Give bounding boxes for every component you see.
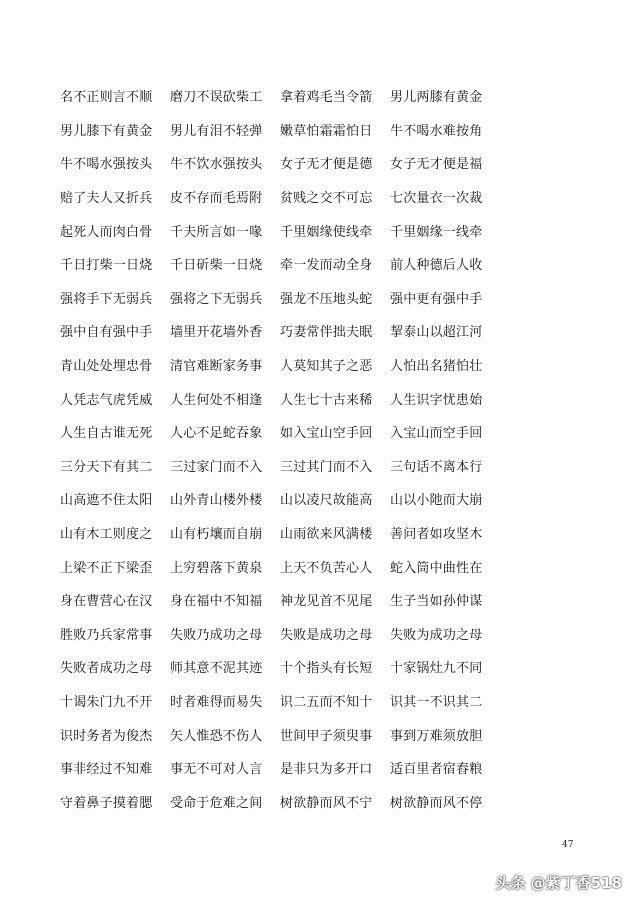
idiom-cell: 山雨欲来风满楼 <box>280 527 373 543</box>
idiom-cell: 矢人惟恐不伤人 <box>170 728 263 744</box>
idiom-cell: 山以小阤而大崩 <box>390 493 483 509</box>
idiom-cell: 贫贱之交不可忘 <box>280 191 373 207</box>
idiom-row <box>60 415 520 449</box>
idiom-cell: 强中更有强中手 <box>390 291 483 307</box>
idiom-cell: 牵一发而动全身 <box>280 258 373 274</box>
idiom-row <box>60 213 520 247</box>
idiom-cell: 身在曹营心在汉 <box>60 594 153 610</box>
idiom-cell: 上梁不正下梁歪 <box>60 560 153 576</box>
idiom-cell: 前人种德后人收 <box>390 258 483 274</box>
idiom-cell: 赔了夫人又折兵 <box>60 191 153 207</box>
idiom-cell: 千里姻缘使线牵 <box>280 224 373 240</box>
idiom-cell: 男儿膝下有黄金 <box>60 123 153 139</box>
idiom-cell: 识时务者为俊杰 <box>60 728 153 744</box>
idiom-cell: 是非只为多开口 <box>280 762 373 778</box>
idiom-row <box>60 314 520 348</box>
idiom-cell: 时者难得而易失 <box>170 694 263 710</box>
idiom-cell: 山外青山楼外楼 <box>170 493 263 509</box>
idiom-row <box>60 146 520 180</box>
idiom-cell: 人莫知其子之恶 <box>280 359 373 375</box>
idiom-row <box>60 617 520 651</box>
idiom-cell: 失败为成功之母 <box>390 627 483 643</box>
idiom-cell: 青山处处埋忠骨 <box>60 359 153 375</box>
idiom-cell: 识二五而不知十 <box>280 694 373 710</box>
idiom-cell: 强将之下无弱兵 <box>170 291 263 307</box>
idiom-cell: 树欲静而风不停 <box>390 795 483 811</box>
idiom-cell: 人心不足蛇吞象 <box>170 426 263 442</box>
idiom-cell: 起死人而肉白骨 <box>60 224 153 240</box>
idiom-cell: 如入宝山空手回 <box>280 426 373 442</box>
idiom-cell: 十个指头有长短 <box>280 661 373 677</box>
idiom-cell: 男儿有泪不轻弹 <box>170 123 263 139</box>
idiom-cell: 树欲静而风不宁 <box>280 795 373 811</box>
idiom-row <box>60 717 520 751</box>
watermark: 头条 @紫丁香518 <box>495 874 622 892</box>
idiom-cell: 强中自有强中手 <box>60 325 153 341</box>
idiom-cell: 人生七十古来稀 <box>280 392 373 408</box>
idiom-cell: 牛不饮水强按头 <box>170 157 263 173</box>
idiom-cell: 人生识字忧患始 <box>390 392 483 408</box>
idiom-cell: 适百里者宿舂粮 <box>390 762 483 778</box>
idiom-cell: 山有木工则度之 <box>60 527 153 543</box>
idiom-cell: 事到万难须放胆 <box>390 728 483 744</box>
idiom-row <box>60 516 520 550</box>
idiom-row <box>60 79 520 113</box>
idiom-row <box>60 650 520 684</box>
idiom-cell: 善问者如攻坚木 <box>390 527 483 543</box>
idiom-cell: 守着鼻子摸着腮 <box>60 795 153 811</box>
idiom-cell: 上天不负苦心人 <box>280 560 373 576</box>
idiom-cell: 身在福中不知福 <box>170 594 263 610</box>
idiom-cell: 人生自古谁无死 <box>60 426 153 442</box>
idiom-cell: 入宝山而空手回 <box>390 426 483 442</box>
idiom-cell: 男儿两膝有黄金 <box>390 90 483 106</box>
idiom-row <box>60 751 520 785</box>
idiom-cell: 识其一不识其二 <box>390 694 483 710</box>
idiom-cell: 女子无才便是德 <box>280 157 373 173</box>
idiom-row <box>60 180 520 214</box>
idiom-cell: 受命于危难之间 <box>170 795 263 811</box>
idiom-cell: 挈泰山以超江河 <box>390 325 483 341</box>
idiom-cell: 强将手下无弱兵 <box>60 291 153 307</box>
idiom-row <box>60 784 520 818</box>
idiom-row <box>60 247 520 281</box>
idiom-cell: 女子无才便是福 <box>390 157 483 173</box>
idiom-cell: 人生何处不相逢 <box>170 392 263 408</box>
idiom-cell: 千日斫柴一日烧 <box>170 258 263 274</box>
idiom-row <box>60 113 520 147</box>
idiom-cell: 三过家门而不入 <box>170 459 263 475</box>
idiom-cell: 上穷碧落下黄泉 <box>170 560 263 576</box>
idiom-row <box>60 684 520 718</box>
idiom-cell: 三句话不离本行 <box>390 459 483 475</box>
idiom-cell: 十谒朱门九不开 <box>60 694 153 710</box>
idiom-row <box>60 281 520 315</box>
idiom-cell: 世间甲子须臾事 <box>280 728 373 744</box>
idiom-cell: 皮不存而毛焉附 <box>170 191 263 207</box>
idiom-cell: 千日打柴一日烧 <box>60 258 153 274</box>
idiom-cell: 磨刀不误砍柴工 <box>170 90 263 106</box>
idiom-cell: 名不正则言不顺 <box>60 90 153 106</box>
idiom-cell: 强龙不压地头蛇 <box>280 291 373 307</box>
idiom-cell: 失败者成功之母 <box>60 661 153 677</box>
idiom-cell: 师其意不泥其迹 <box>170 661 263 677</box>
idiom-cell: 神龙见首不见尾 <box>280 594 373 610</box>
idiom-row <box>60 449 520 483</box>
idiom-grid <box>60 79 520 818</box>
idiom-cell: 人凭志气虎凭威 <box>60 392 153 408</box>
idiom-cell: 失败乃成功之母 <box>170 627 263 643</box>
idiom-cell: 山有朽壤而自崩 <box>170 527 263 543</box>
idiom-cell: 事非经过不知难 <box>60 762 153 778</box>
idiom-cell: 山以凌尺故能高 <box>280 493 373 509</box>
idiom-cell: 失败是成功之母 <box>280 627 373 643</box>
idiom-cell: 清官难断家务事 <box>170 359 263 375</box>
idiom-cell: 七次量衣一次裁 <box>390 191 483 207</box>
idiom-cell: 千夫所言如一喙 <box>170 224 263 240</box>
idiom-cell: 十家锅灶九不同 <box>390 661 483 677</box>
idiom-cell: 墙里开花墙外香 <box>170 325 263 341</box>
idiom-cell: 千里姻缘一线牵 <box>390 224 483 240</box>
idiom-cell: 拿着鸡毛当令箭 <box>280 90 373 106</box>
idiom-cell: 三分天下有其二 <box>60 459 153 475</box>
idiom-cell: 生子当如孙仲谋 <box>390 594 483 610</box>
idiom-cell: 事无不可对人言 <box>170 762 263 778</box>
idiom-cell: 人怕出名猪怕壮 <box>390 359 483 375</box>
idiom-row <box>60 348 520 382</box>
idiom-row <box>60 381 520 415</box>
page-number: 47 <box>562 840 574 850</box>
idiom-cell: 山高遮不住太阳 <box>60 493 153 509</box>
idiom-cell: 三过其门而不入 <box>280 459 373 475</box>
idiom-cell: 牛不喝水难按角 <box>390 123 483 139</box>
idiom-cell: 蛇入筒中曲性在 <box>390 560 483 576</box>
idiom-cell: 巧妻常伴拙夫眠 <box>280 325 373 341</box>
idiom-row <box>60 583 520 617</box>
idiom-cell: 牛不喝水强按头 <box>60 157 153 173</box>
idiom-row <box>60 482 520 516</box>
idiom-row <box>60 549 520 583</box>
idiom-cell: 胜败乃兵家常事 <box>60 627 153 643</box>
idiom-cell: 嫩草怕霜霜怕日 <box>280 123 373 139</box>
